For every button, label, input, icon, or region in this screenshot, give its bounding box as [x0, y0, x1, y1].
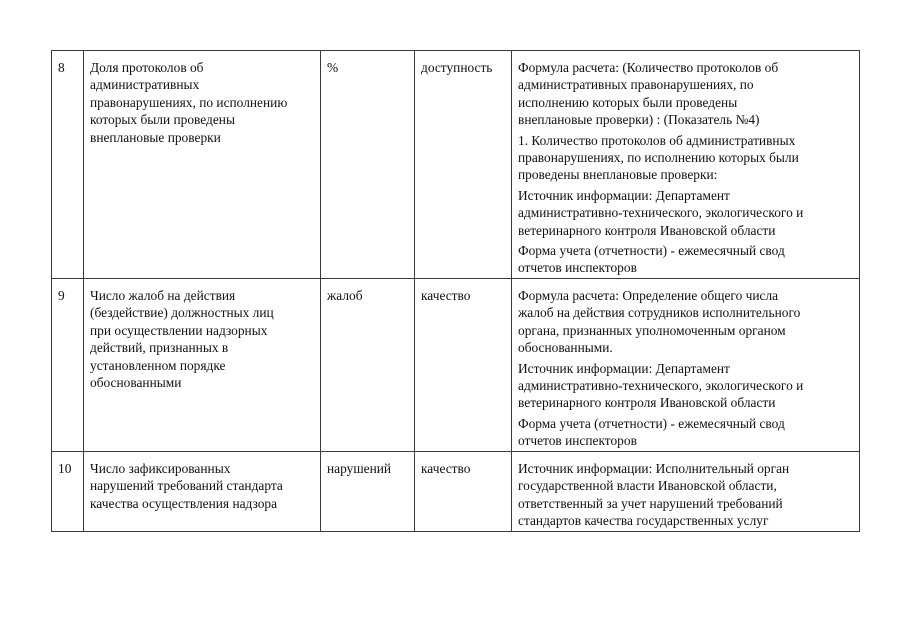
report-form-paragraph: Форма учета (отчетности) - ежемесячный свод отчетов инспекторов: [518, 243, 785, 276]
indicator-unit: нарушений: [321, 451, 415, 531]
report-form-paragraph: Форма учета (отчетности) - ежемесячный свод отчетов инспекторов: [518, 415, 785, 449]
table-row: [52, 51, 860, 279]
indicator-name: Число зафиксированных нарушений требований стандарта качества осуществления надзора: [84, 451, 321, 531]
indicator-type: качество: [415, 278, 512, 451]
component-paragraph: 1. Количество протоколов об административных правонарушениях, по исполнению которых были проведены внеплановые проверки:: [518, 132, 799, 183]
indicator-description: [512, 278, 860, 451]
source-paragraph: Источник информации: Департамент административно-технического, экологического и ветеринарного контроля Ивановской области: [518, 187, 804, 238]
table-row: [52, 278, 860, 451]
indicator-description: [512, 451, 860, 531]
indicator-description: [512, 51, 860, 279]
row-number: 8: [52, 51, 84, 279]
source-paragraph: Источник информации: Исполнительный орган государственной власти Ивановской области, ответственный за учет нарушений требований стандартов качества государственных услуг: [518, 460, 790, 529]
formula-paragraph: Формула расчета: Определение общего числа жалоб на действия сотрудников исполнительного органа, признанных уполномоченным органом обоснованными.: [518, 287, 801, 356]
row-number: 10: [52, 451, 84, 531]
indicators-table: [51, 50, 860, 532]
indicator-name: Число жалоб на действия (бездействие) должностных лиц при осуществлении надзорных действий, признанных в установленном порядке обоснованными: [84, 278, 321, 451]
formula-paragraph: Формула расчета: (Количество протоколов об административных правонарушениях, по исполнению которых были проведены внеплановые проверки) : (Показатель №4): [518, 60, 779, 128]
indicator-name: Доля протоколов об административных правонарушениях, по исполнению которых были проведены внеплановые проверки: [84, 51, 321, 279]
source-paragraph: Источник информации: Департамент административно-технического, экологического и ветеринарного контроля Ивановской области: [518, 360, 804, 411]
indicator-type: качество: [415, 451, 512, 531]
indicator-unit: жалоб: [321, 278, 415, 451]
row-number: 9: [52, 278, 84, 451]
table-row: [52, 451, 860, 531]
indicator-type: доступность: [415, 51, 512, 279]
indicator-unit: %: [321, 51, 415, 279]
